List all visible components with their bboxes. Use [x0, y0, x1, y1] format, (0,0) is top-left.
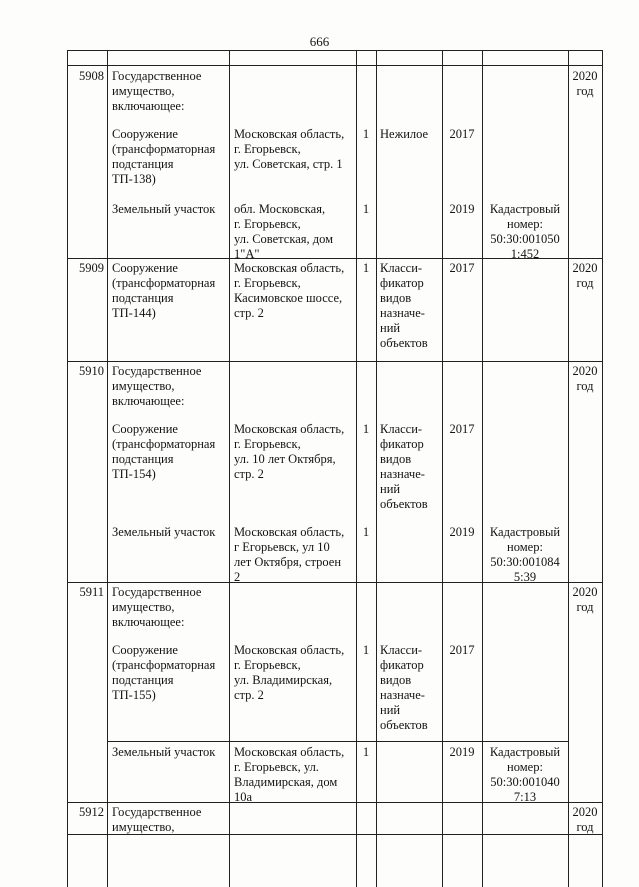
item-address: Московская область, г. Егорьевск, ул. Владимирская, стр. 2	[234, 643, 345, 702]
record-year: 2020 год	[572, 69, 598, 98]
row-line	[68, 65, 603, 66]
row-number: 5909	[79, 261, 104, 275]
record-year: 2020 год	[572, 261, 598, 290]
group-label: Государственное имущество,	[112, 805, 202, 834]
item-qty: 1	[362, 525, 370, 539]
row-line	[68, 361, 603, 362]
item-year: 2019	[449, 525, 475, 539]
item-year: 2017	[449, 422, 475, 436]
page-number: 666	[309, 34, 330, 49]
item-name: Земельный участок	[112, 525, 216, 539]
col-line	[442, 51, 443, 887]
item-purpose: Класси- фикатор видов назначе- ний объектов	[380, 422, 428, 511]
row-number: 5910	[79, 364, 104, 378]
item-purpose: Нежилое	[380, 127, 429, 141]
group-label: Государственное имущество, включающее:	[112, 69, 202, 113]
row-number: 5911	[79, 585, 104, 599]
col-line	[229, 51, 230, 887]
col-line	[602, 51, 603, 887]
item-purpose: Класси- фикатор видов назначе- ний объектов	[380, 261, 428, 350]
item-address: Московская область, г. Егорьевск, ул. 10 лет Октября, стр. 2	[234, 422, 345, 481]
record-year: 2020 год	[572, 364, 598, 393]
group-label: Государственное имущество, включающее:	[112, 364, 202, 408]
item-note: Кадастровый номер: 50:30:001040 7:13	[489, 745, 561, 804]
item-qty: 1	[362, 202, 370, 216]
item-qty: 1	[362, 261, 370, 275]
registry-table	[67, 50, 603, 887]
col-line	[568, 51, 569, 887]
item-address: Московская область, г. Егорьевск, Касимовское шоссе, стр. 2	[234, 261, 345, 320]
item-year: 2017	[449, 643, 475, 657]
item-year: 2017	[449, 127, 475, 141]
item-address: Московская область, г. Егорьевск, ул. Советская, стр. 1	[234, 127, 345, 171]
item-name: Земельный участок	[112, 745, 216, 759]
sub-row-line	[107, 741, 569, 742]
item-name: Земельный участок	[112, 202, 216, 216]
item-year: 2019	[449, 202, 475, 216]
row-number: 5908	[79, 69, 104, 83]
item-note: Кадастровый номер: 50:30:001050 1:452	[489, 202, 561, 261]
item-purpose: Класси- фикатор видов назначе- ний объектов	[380, 643, 428, 732]
col-line	[107, 51, 108, 887]
item-qty: 1	[362, 745, 370, 759]
item-name: Сооружение (трансформаторная подстанция ТП-138)	[112, 127, 216, 186]
item-name: Сооружение (трансформаторная подстанция ТП-144)	[112, 261, 216, 320]
item-qty: 1	[362, 422, 370, 436]
item-qty: 1	[362, 127, 370, 141]
record-year: 2020 год	[572, 805, 598, 834]
item-name: Сооружение (трансформаторная подстанция ТП-154)	[112, 422, 216, 481]
item-year: 2017	[449, 261, 475, 275]
item-year: 2019	[449, 745, 475, 759]
row-number: 5912	[79, 805, 104, 819]
group-label: Государственное имущество, включающее:	[112, 585, 202, 629]
record-year: 2020 год	[572, 585, 598, 614]
item-address: Московская область, г Егорьевск, ул 10 лет Октября, строен 2	[234, 525, 345, 584]
item-note: Кадастровый номер: 50:30:001084 5:39	[489, 525, 561, 584]
item-qty: 1	[362, 643, 370, 657]
item-address: Московская область, г. Егорьевск, ул. Владимирская, дом 10а	[234, 745, 345, 804]
item-name: Сооружение (трансформаторная подстанция ТП-155)	[112, 643, 216, 702]
item-address: обл. Московская, г. Егорьевск, ул. Советская, дом 1"А"	[234, 202, 334, 261]
col-line	[356, 51, 357, 887]
col-line	[376, 51, 377, 887]
